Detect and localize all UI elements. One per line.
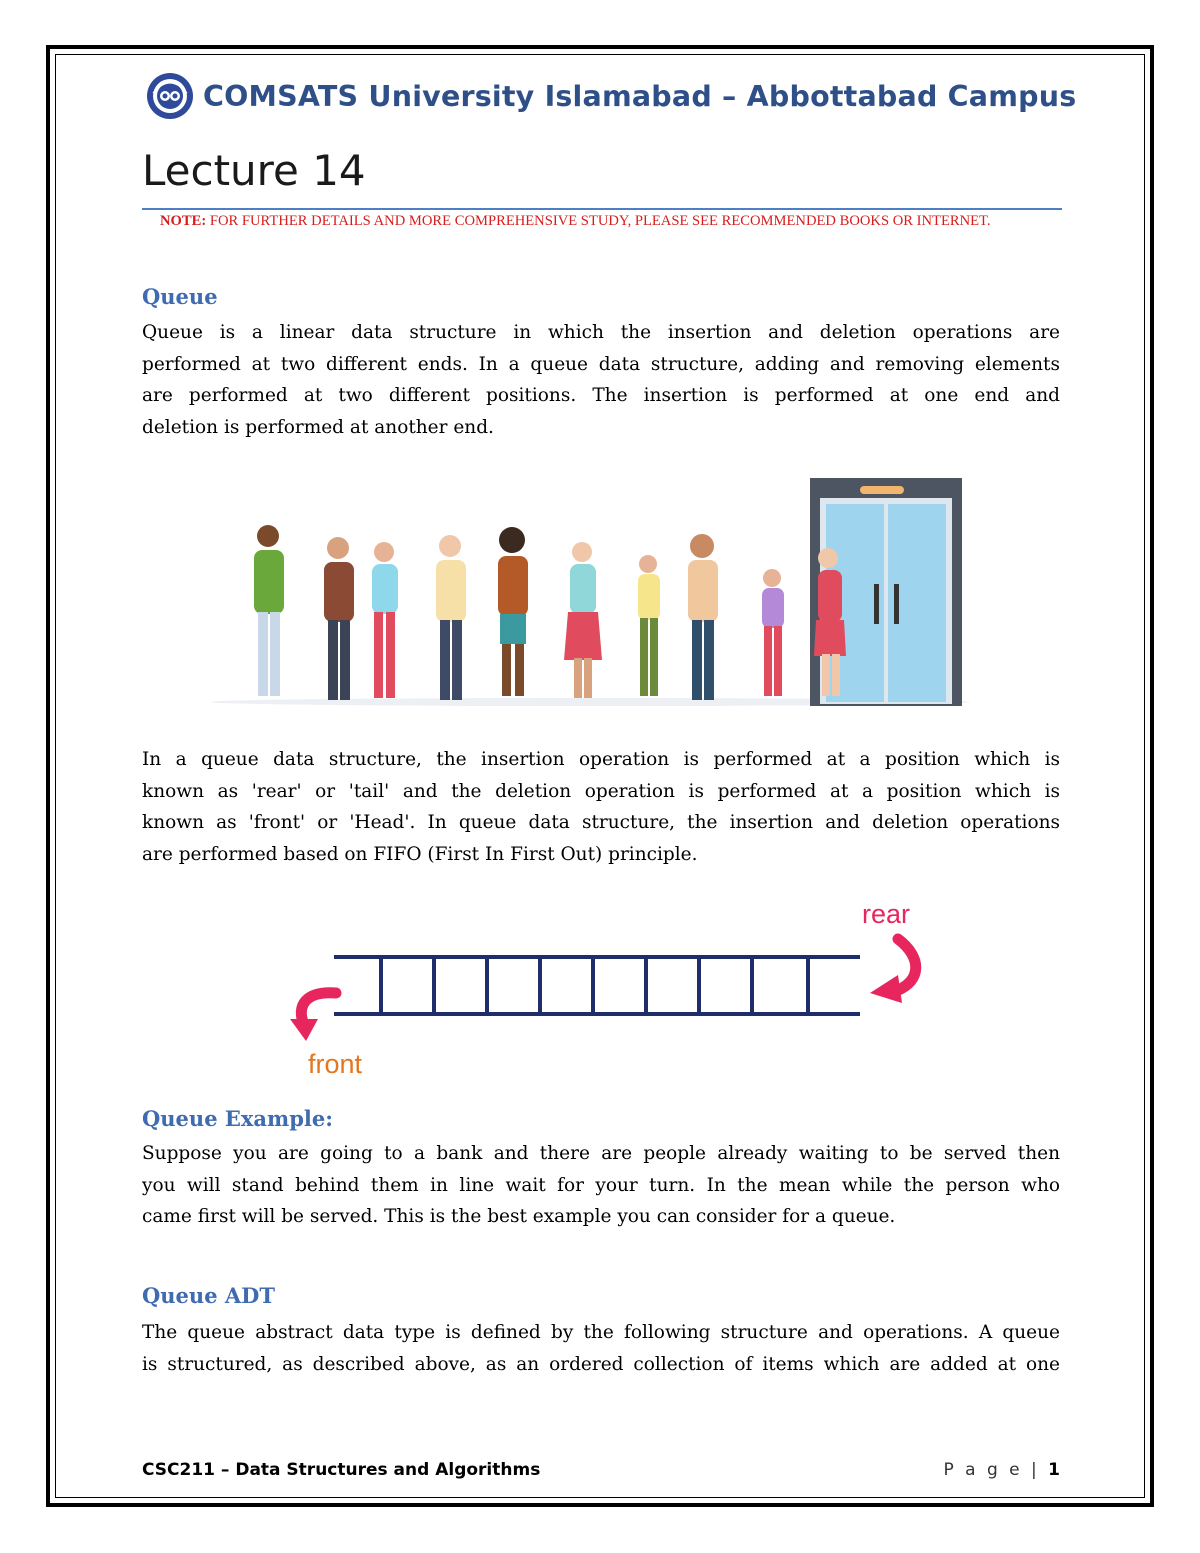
text-line: performed at two different ends. In a queue data structure, adding and removing elements [142, 353, 1060, 375]
note-banner [160, 213, 991, 230]
page-footer [142, 1460, 1060, 1480]
paragraph-fifo [142, 744, 1060, 870]
text-line: known as 'front' or 'Head'. In queue data structure, the insertion and deletion operations [142, 812, 1060, 833]
note-text: FOR FURTHER DETAILS AND MORE COMPREHENSIVE STUDY, PLEASE SEE RECOMMENDED BOOKS OR INTERNET. [206, 213, 991, 229]
text-line: came first will be served. This is the best example you can consider for a queue. [142, 1206, 896, 1227]
text-line: Suppose you are going to a bank and there are people already waiting to be served then [142, 1143, 1060, 1164]
page-label: P a g e [943, 1460, 1023, 1480]
front-arrowhead-icon [290, 1019, 318, 1041]
text-line: is structured, as described above, as an ordered collection of items which are added at one [142, 1353, 1060, 1375]
text-line: known as 'rear' or 'tail' and the deletion operation is performed at a position which is [142, 780, 1060, 802]
queue-cells [334, 957, 860, 1014]
university-title: COMSATS University Islamabad – Abbottabad Campus [203, 79, 1077, 113]
text-line: In a queue data structure, the insertion operation is performed at a position which is [142, 749, 1060, 770]
person-figures [254, 525, 846, 700]
paragraph-queue-definition [142, 317, 1060, 443]
page-indicator: P a g e | 1 [943, 1460, 1060, 1480]
page-number: 1 [1048, 1460, 1060, 1480]
text-line: are performed at two different positions. The insertion is performed at one end and [142, 385, 1060, 406]
page-header [145, 72, 1076, 120]
text-line: you will stand behind them in line wait for your turn. In the mean while the person who [142, 1174, 1060, 1196]
queue-diagram [270, 895, 950, 1085]
paragraph-queue-example [142, 1138, 1060, 1233]
heading-queue-example: Queue Example: [142, 1106, 333, 1131]
text-line: are performed based on FIFO (First In First Out) principle. [142, 843, 698, 865]
paragraph-queue-adt [142, 1317, 1060, 1380]
text-line: The queue abstract data type is defined by the following structure and operations. A queue [142, 1322, 1060, 1343]
text-line: deletion is performed at another end. [142, 416, 494, 438]
text-line: Queue is a linear data structure in which the insertion and deletion operations are [142, 322, 1060, 343]
rear-label: rear [862, 899, 911, 929]
course-name: CSC211 – Data Structures and Algorithms [142, 1460, 541, 1480]
university-seal-icon [145, 71, 195, 121]
heading-queue: Queue [142, 284, 218, 309]
front-label: front [308, 1049, 363, 1079]
heading-queue-adt: Queue ADT [142, 1283, 275, 1308]
people-queue-illustration [210, 474, 1000, 714]
rear-arrowhead-icon [870, 975, 902, 1003]
title-rule [142, 208, 1062, 210]
note-label: NOTE: [160, 213, 207, 229]
lecture-title: Lecture 14 [142, 146, 366, 195]
